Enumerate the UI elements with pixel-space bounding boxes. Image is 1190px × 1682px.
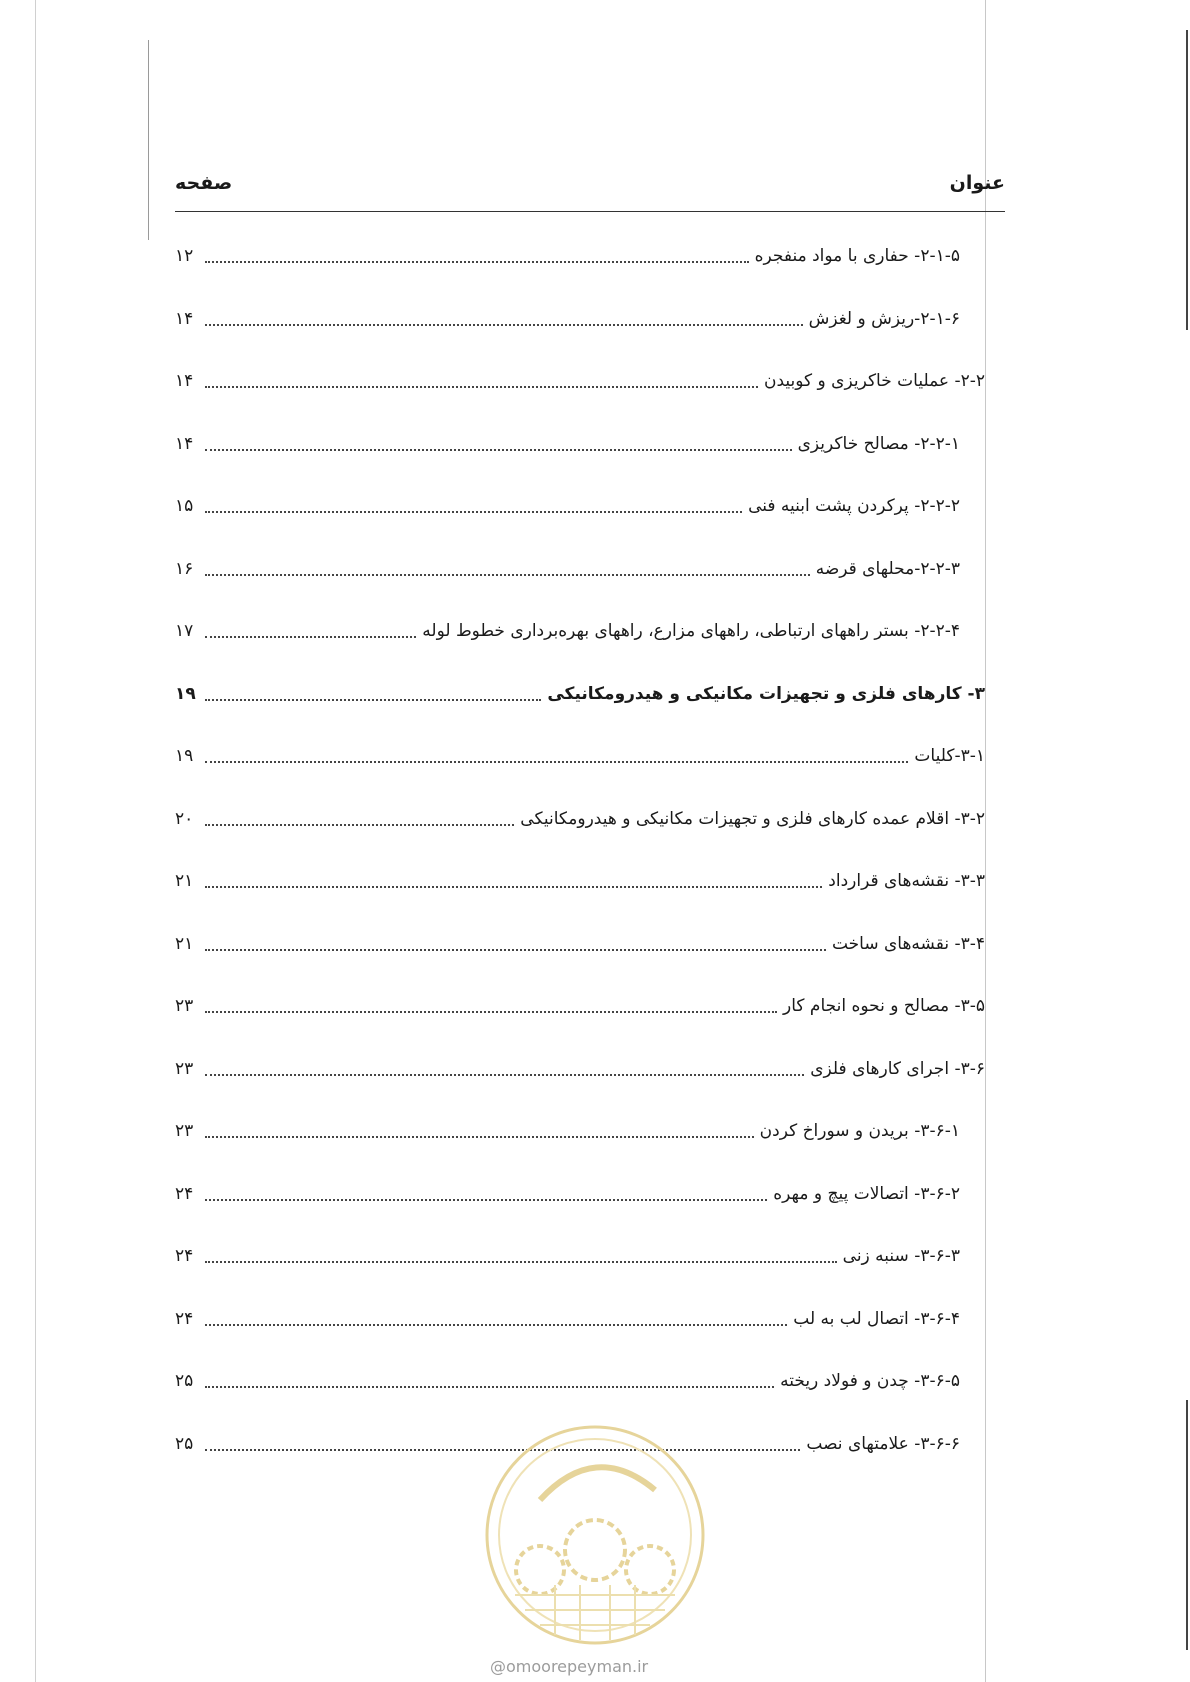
toc-entry-page: ۱۴	[175, 433, 194, 454]
toc-entry-label: ۳-۶-۱- بریدن و سوراخ کردن	[759, 1121, 960, 1142]
toc-entry-page: ۱۹	[175, 746, 194, 767]
toc-entry[interactable]	[175, 850, 985, 913]
toc-leader-dots	[205, 636, 416, 638]
watermark-seal-icon	[480, 1420, 710, 1650]
toc-leader-dots	[205, 1136, 754, 1138]
toc-entry-page: ۱۷	[175, 621, 194, 642]
toc-entry-label: ۳-۶-۵- چدن و فولاد ریخته	[780, 1371, 960, 1392]
toc-entry[interactable]	[175, 413, 985, 476]
toc-leader-dots	[205, 1386, 774, 1388]
toc-entry[interactable]	[175, 1163, 985, 1226]
toc-entry-label: ۳-۱-کلیات	[914, 746, 985, 767]
header-divider	[175, 211, 1005, 212]
toc-leader-dots	[205, 886, 822, 888]
toc-leader-dots	[205, 511, 742, 513]
scan-edge-left	[35, 0, 36, 1682]
toc-leader-dots	[205, 699, 541, 701]
toc-entry-label: ۲-۲-۲- پرکردن پشت ابنیه فنی	[748, 496, 960, 517]
header-page-label: صفحه	[175, 172, 233, 194]
toc-entry[interactable]	[175, 725, 985, 788]
toc-entry-label: ۲-۱-۵- حفاری با مواد منفجره	[754, 246, 960, 267]
toc-entry[interactable]	[175, 350, 985, 413]
toc-entry-label: ۲-۲-۳-محلهای قرضه	[815, 558, 960, 579]
toc-entry-label: ۳-۶-۶- علامتهای نصب	[806, 1433, 960, 1454]
toc-entry[interactable]	[175, 1100, 985, 1163]
toc-entry[interactable]	[175, 913, 985, 976]
watermark-url: @omoorepeyman.ir	[490, 1657, 649, 1676]
toc-leader-dots	[205, 324, 803, 326]
toc-entry-label: ۳-۶-۳- سنبه زنی	[842, 1246, 960, 1267]
toc-entry-label: ۲-۲-۱- مصالح خاکریزی	[797, 433, 960, 454]
toc-leader-dots	[205, 949, 826, 951]
toc-leader-dots	[205, 1074, 804, 1076]
toc-entry-label: ۳-۲- اقلام عمده کارهای فلزی و تجهیزات مکانیکی و هیدرومکانیکی	[520, 808, 985, 829]
toc-entry-label: ۳-۶-۲- اتصالات پیچ و مهره	[773, 1183, 960, 1204]
toc-entry[interactable]	[175, 1350, 985, 1413]
scan-edge-center	[985, 0, 986, 1682]
toc-entry-page: ۲۵	[175, 1433, 194, 1454]
toc-entry-label: ۳-۶- اجرای کارهای فلزی	[810, 1058, 985, 1079]
toc-entry-page: ۱۲	[175, 246, 194, 267]
toc-entry-label: ۳-۴- نقشه‌های ساخت	[831, 933, 985, 954]
toc-entry-page: ۲۳	[175, 1058, 194, 1079]
toc-header	[175, 168, 1005, 198]
table-of-contents	[175, 225, 985, 1475]
toc-entry-label: ۲-۱-۶-ریزش و لغزش	[808, 308, 960, 329]
toc-entry-page: ۱۹	[175, 683, 196, 704]
toc-leader-dots	[205, 574, 810, 576]
toc-entry-page: ۲۱	[175, 933, 194, 954]
toc-entry[interactable]	[175, 788, 985, 851]
toc-entry-page: ۱۴	[175, 308, 194, 329]
toc-entry-page: ۲۰	[175, 808, 194, 829]
toc-entry[interactable]	[175, 538, 985, 601]
toc-entry-page: ۱۶	[175, 558, 194, 579]
scan-edge-right-2	[1186, 1400, 1188, 1650]
header-title-label: عنوان	[949, 172, 1005, 194]
toc-entry-page: ۲۴	[175, 1246, 194, 1267]
toc-entry[interactable]	[175, 1288, 985, 1351]
scan-edge-left-inner	[148, 40, 149, 240]
toc-leader-dots	[205, 1324, 787, 1326]
toc-leader-dots	[205, 386, 758, 388]
toc-entry[interactable]	[175, 975, 985, 1038]
toc-entry-label: ۲-۲- عملیات خاکریزی و کوبیدن	[763, 371, 985, 392]
toc-leader-dots	[205, 1199, 767, 1201]
toc-leader-dots	[205, 824, 514, 826]
toc-entry-page: ۲۱	[175, 871, 194, 892]
toc-entry-label: ۳-۵- مصالح و نحوه انجام کار	[783, 996, 985, 1017]
toc-entry[interactable]	[175, 663, 985, 726]
toc-entry-label: ۲-۲-۴- بستر راههای ارتباطی، راههای مزارع، راههای بهره‌برداری خطوط لوله	[422, 621, 960, 642]
scan-edge-right	[1186, 30, 1188, 330]
toc-leader-dots	[205, 261, 749, 263]
toc-entry[interactable]	[175, 1038, 985, 1101]
toc-entry[interactable]	[175, 1225, 985, 1288]
toc-entry-page: ۲۳	[175, 1121, 194, 1142]
toc-entry-page: ۲۳	[175, 996, 194, 1017]
toc-entry-label: ۳-۳- نقشه‌های قرارداد	[828, 871, 985, 892]
toc-entry-page: ۲۴	[175, 1183, 194, 1204]
toc-entry-label: ۳-۶-۴- اتصال لب به لب	[793, 1308, 960, 1329]
toc-leader-dots	[205, 761, 908, 763]
toc-entry-page: ۱۴	[175, 371, 194, 392]
toc-entry[interactable]	[175, 600, 985, 663]
toc-entry-page: ۱۵	[175, 496, 194, 517]
toc-entry[interactable]	[175, 225, 985, 288]
toc-leader-dots	[205, 1011, 777, 1013]
toc-entry-label: ۳- کارهای فلزی و تجهیزات مکانیکی و هیدرومکانیکی	[547, 683, 985, 704]
toc-entry[interactable]	[175, 475, 985, 538]
toc-entry-page: ۲۵	[175, 1371, 194, 1392]
toc-leader-dots	[205, 449, 792, 451]
toc-entry[interactable]	[175, 288, 985, 351]
toc-entry-page: ۲۴	[175, 1308, 194, 1329]
toc-leader-dots	[205, 1261, 837, 1263]
